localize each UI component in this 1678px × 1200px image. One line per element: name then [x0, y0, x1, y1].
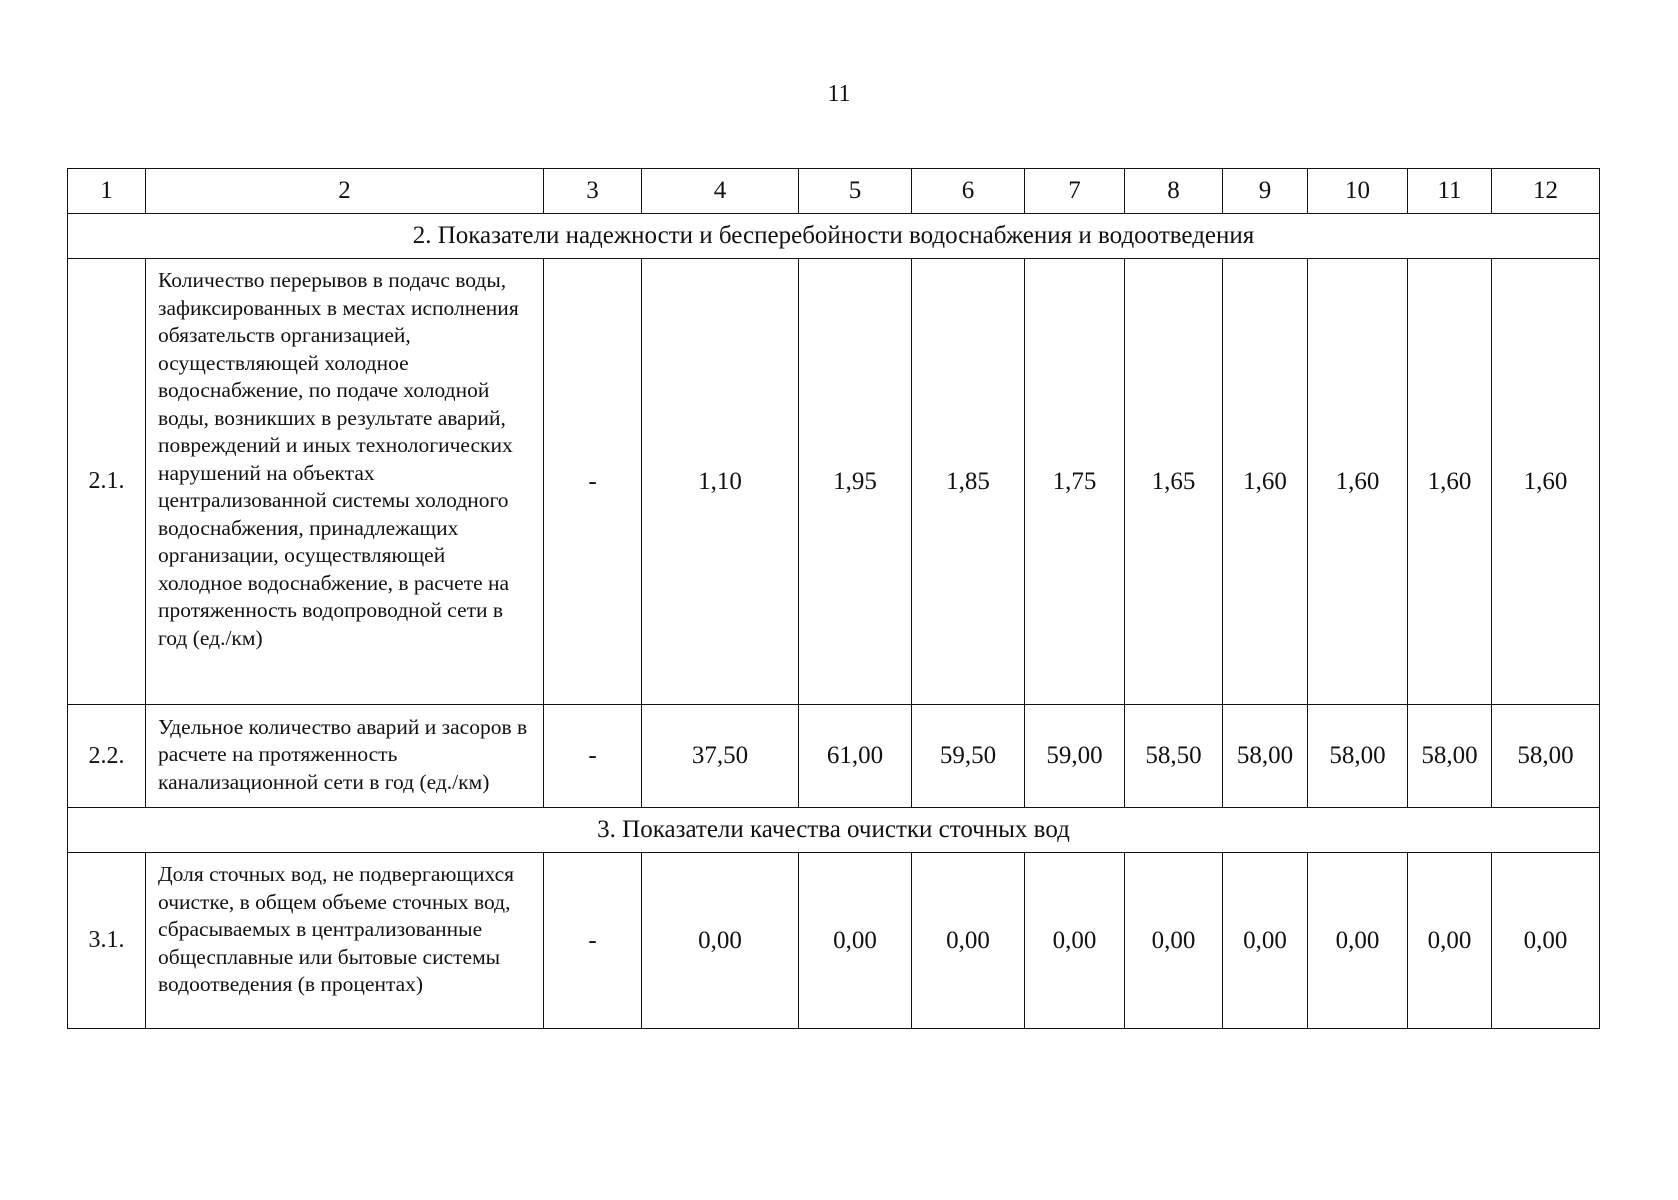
value-cell: 58,00: [1492, 705, 1600, 808]
value-cell: 59,50: [912, 705, 1025, 808]
table-row: [68, 853, 1600, 1029]
column-number: 2: [146, 169, 544, 214]
column-number: 11: [1408, 169, 1492, 214]
column-number: 10: [1308, 169, 1408, 214]
col3-value: -: [544, 705, 642, 808]
row-description: Количество перерывов в подачс воды, зафиксированных в местах исполнения обязательств организацией, осуществляющей холодное водоснабжение, по подаче холодной воды, возникших в результате аварий, повреждений и иных технологических нарушений на объектах централизованной системы холодного водоснабжения, принадлежащих организации, осуществляющей холодное водоснабжение, в расчете на протяженность водопроводной сети в год (ед./км): [146, 259, 544, 705]
value-cell: 1,60: [1408, 259, 1492, 705]
value-cell: 0,00: [642, 853, 799, 1029]
table-row: [68, 705, 1600, 808]
column-number: 9: [1223, 169, 1308, 214]
value-cell: 1,75: [1025, 259, 1125, 705]
column-number: 7: [1025, 169, 1125, 214]
col3-value: -: [544, 853, 642, 1029]
column-number: 5: [799, 169, 912, 214]
value-cell: 0,00: [1125, 853, 1223, 1029]
column-number-row: [68, 169, 1600, 214]
row-number: 2.1.: [68, 259, 146, 705]
section-title: 3. Показатели качества очистки сточных вод: [68, 808, 1600, 853]
value-cell: 58,00: [1308, 705, 1408, 808]
table-row: [68, 259, 1600, 705]
value-cell: 58,00: [1408, 705, 1492, 808]
value-cell: 58,00: [1223, 705, 1308, 808]
page-number: 11: [827, 81, 851, 107]
value-cell: 1,10: [642, 259, 799, 705]
value-cell: 1,85: [912, 259, 1025, 705]
value-cell: 61,00: [799, 705, 912, 808]
value-cell: 59,00: [1025, 705, 1125, 808]
value-cell: 0,00: [1492, 853, 1600, 1029]
column-number: 4: [642, 169, 799, 214]
row-number: 3.1.: [68, 853, 146, 1029]
value-cell: 1,65: [1125, 259, 1223, 705]
value-cell: 0,00: [799, 853, 912, 1029]
column-number: 3: [544, 169, 642, 214]
value-cell: 1,60: [1492, 259, 1600, 705]
column-number: 12: [1492, 169, 1600, 214]
col3-value: -: [544, 259, 642, 705]
value-cell: 0,00: [1223, 853, 1308, 1029]
value-cell: 1,95: [799, 259, 912, 705]
indicators-table: [67, 168, 1600, 1029]
value-cell: 0,00: [912, 853, 1025, 1029]
row-description: Удельное количество аварий и засоров в расчете на протяженность канализационной сети в год (ед./км): [146, 705, 544, 808]
column-number: 1: [68, 169, 146, 214]
column-number: 8: [1125, 169, 1223, 214]
value-cell: 0,00: [1408, 853, 1492, 1029]
row-number: 2.2.: [68, 705, 146, 808]
row-description: Доля сточных вод, не подвергающихся очистке, в общем объеме сточных вод, сбрасываемых в централизованные общесплавные или бытовые системы водоотведения (в процентах): [146, 853, 544, 1029]
section-title: 2. Показатели надежности и бесперебойности водоснабжения и водоотведения: [68, 214, 1600, 259]
section-header-row: [68, 214, 1600, 259]
value-cell: 58,50: [1125, 705, 1223, 808]
value-cell: 0,00: [1025, 853, 1125, 1029]
value-cell: 1,60: [1223, 259, 1308, 705]
value-cell: 37,50: [642, 705, 799, 808]
section-header-row: [68, 808, 1600, 853]
value-cell: 0,00: [1308, 853, 1408, 1029]
value-cell: 1,60: [1308, 259, 1408, 705]
column-number: 6: [912, 169, 1025, 214]
